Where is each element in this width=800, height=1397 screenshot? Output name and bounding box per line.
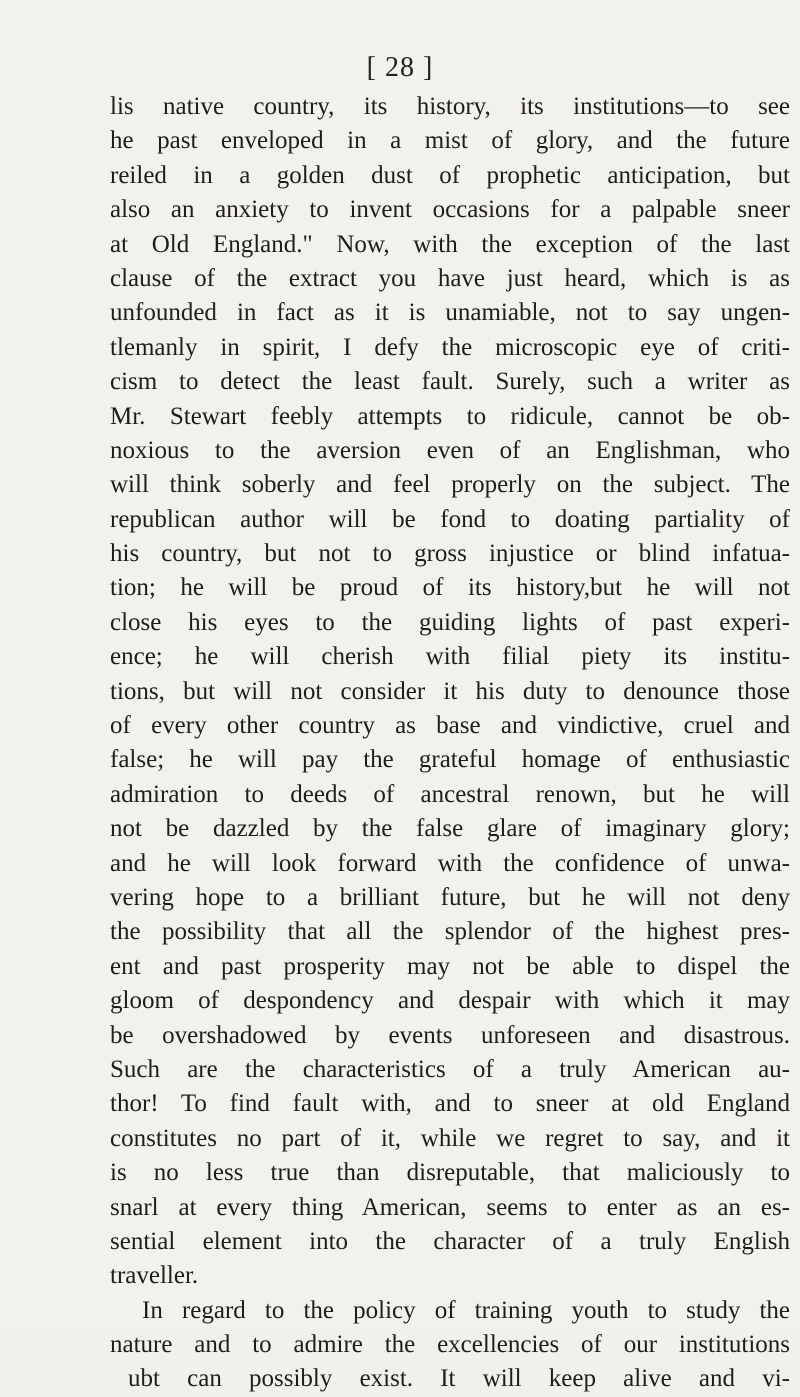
text-line-15: tion; he will be proud of its history,but he will not — [110, 574, 790, 602]
text-line-5: at Old England." Now, with the exception of the last — [110, 230, 790, 258]
text-line-8: tlemanly in spirit, I defy the microscopic eye of criti- — [110, 333, 790, 361]
text-line-25: the possibility that all the splendor of the highest pres- — [110, 918, 790, 946]
body-text — [110, 90, 790, 1397]
text-line-11: noxious to the aversion even of an Englishman, who — [110, 436, 790, 464]
text-line-12: will think soberly and feel properly on the subject. The — [110, 471, 790, 499]
text-line-27: gloom of despondency and despair with which it may — [110, 987, 790, 1015]
page-number: [ 28 ] — [366, 52, 434, 83]
text-line-33: snarl at every thing American, seems to enter as an es- — [110, 1193, 790, 1221]
text-line-22: not be dazzled by the false glare of imaginary glory; — [110, 815, 790, 843]
text-line-35: traveller. — [110, 1262, 199, 1290]
text-line-28: be overshadowed by events unforeseen and disastrous. — [110, 1021, 790, 1049]
text-line-20: false; he will pay the grateful homage of enthusiastic — [110, 746, 790, 774]
text-line-34: sential element into the character of a truly English — [110, 1227, 790, 1255]
text-line-31: constitutes no part of it, while we regret to say, and it — [110, 1124, 790, 1152]
text-line-36: In regard to the policy of training youth to study the — [142, 1296, 790, 1324]
text-line-10: Mr. Stewart feebly attempts to ridicule, cannot be ob- — [110, 402, 790, 430]
text-line-32: is no less true than disreputable, that maliciously to — [110, 1159, 790, 1187]
text-line-30: thor! To find fault with, and to sneer at old England — [110, 1090, 790, 1118]
text-line-26: ent and past prosperity may not be able to dispel the — [110, 952, 790, 980]
text-line-19: of every other country as base and vindictive, cruel and — [110, 712, 790, 740]
text-line-6: clause of the extract you have just heard, which is as — [110, 264, 790, 292]
text-line-13: republican author will be fond to doating partiality of — [110, 505, 790, 533]
text-line-18: tions, but will not consider it his duty to denounce those — [110, 677, 790, 705]
text-line-17: ence; he will cherish with filial piety its institu- — [110, 643, 790, 671]
text-line-1: lis native country, its history, its institutions—to see — [110, 93, 790, 120]
text-line-16: close his eyes to the guiding lights of past experi- — [110, 608, 790, 636]
text-line-29: Such are the characteristics of a truly American au- — [110, 1055, 790, 1083]
text-line-23: and he will look forward with the confidence of unwa- — [110, 849, 790, 877]
text-line-2: he past enveloped in a mist of glory, and the future — [110, 127, 790, 155]
text-line-9: cism to detect the least fault. Surely, such a writer as — [110, 368, 790, 396]
text-line-38: ubt can possibly exist. It will keep alive and vi- — [128, 1365, 790, 1393]
text-line-4: also an anxiety to invent occasions for a palpable sneer — [110, 196, 790, 224]
text-line-7: unfounded in fact as it is unamiable, not to say ungen- — [110, 299, 790, 327]
text-line-37: nature and to admire the excellencies of our institutions — [110, 1331, 790, 1359]
text-line-24: vering hope to a brilliant future, but he will not deny — [110, 883, 790, 911]
text-line-14: his country, but not to gross injustice or blind infatua- — [110, 540, 790, 568]
text-line-3: reiled in a golden dust of prophetic anticipation, but — [110, 161, 790, 189]
text-line-21: admiration to deeds of ancestral renown, but he will — [110, 780, 790, 808]
